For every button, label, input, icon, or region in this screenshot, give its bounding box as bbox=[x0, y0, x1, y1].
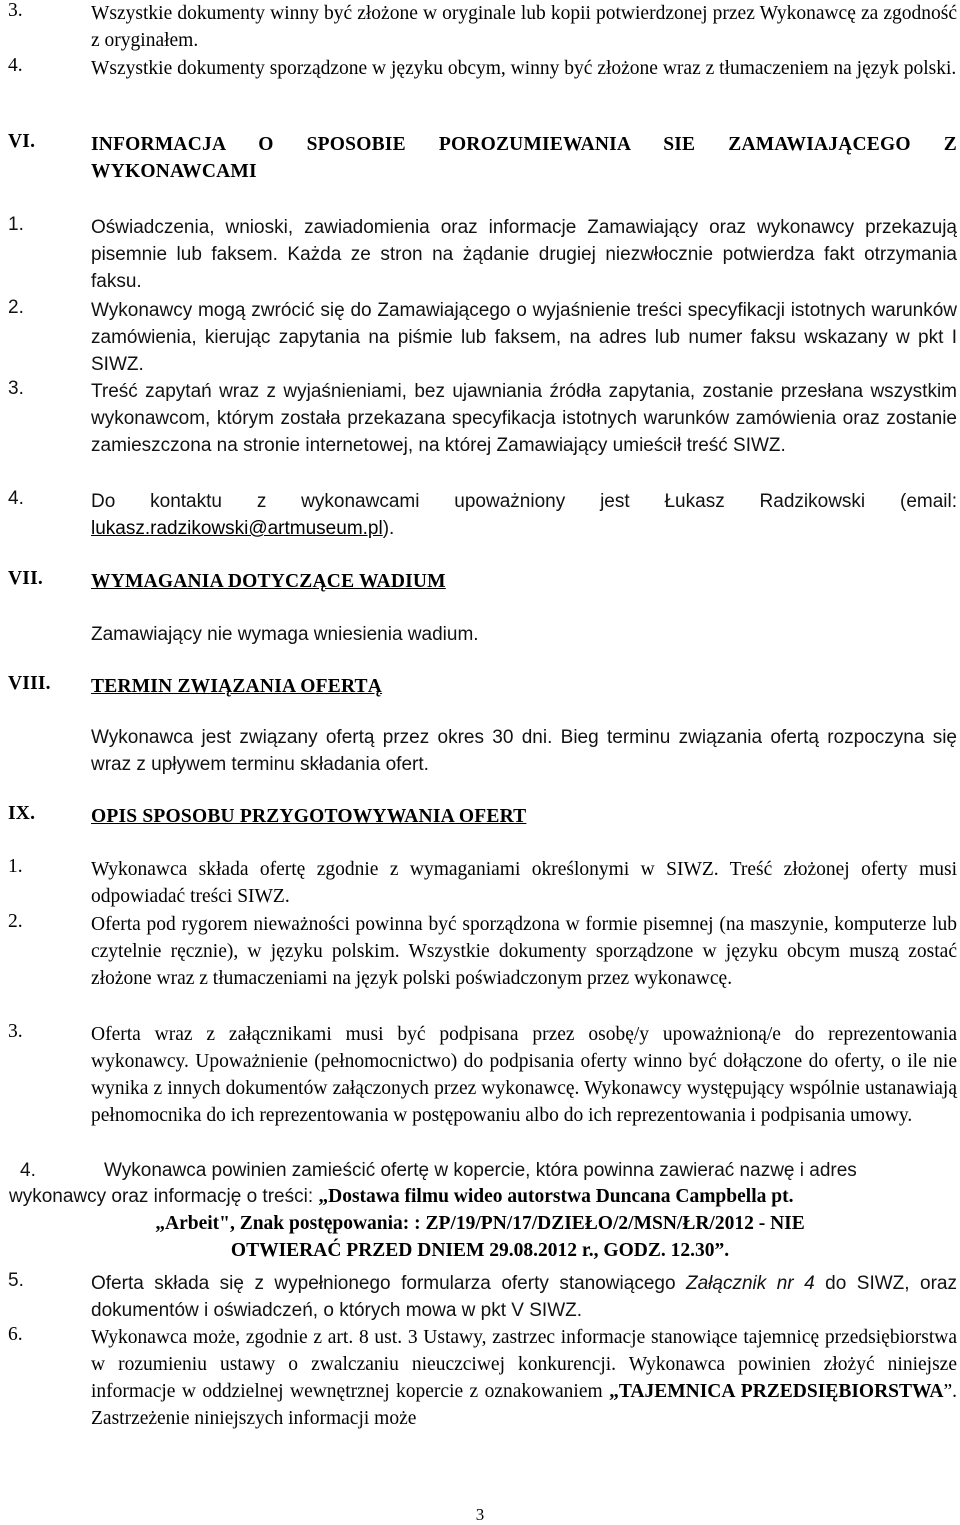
item-text: Wykonawca składa ofertę zgodnie z wymaganiami określonymi w SIWZ. Treść złożonej oferty musi odpowiadać treści SIWZ. bbox=[91, 859, 957, 907]
paragraph: Zamawiający nie wymaga wniesienia wadium. bbox=[91, 624, 479, 645]
page-number: 3 bbox=[475, 1505, 485, 1524]
item-number: 3. bbox=[8, 1021, 23, 1042]
item-text-line: Wykonawca powinien zamieścić ofertę w kopercie, która powinna zawierać nazwę i adres bbox=[104, 1160, 857, 1181]
item-text bbox=[91, 1270, 957, 1324]
item-text-part: do SIWZ, oraz dokumentów i oświadczeń, o których mowa w pkt V SIWZ. bbox=[91, 1273, 957, 1321]
item-number: 4. bbox=[20, 1160, 36, 1181]
email-link[interactable]: lukasz.radzikowski@artmuseum.pl bbox=[91, 518, 383, 539]
item-number: 2. bbox=[8, 297, 24, 318]
item-text-bold: „TAJEMNICA PRZEDSIĘBIORSTWA bbox=[609, 1381, 944, 1402]
section-title: INFORMACJA O SPOSOBIE POROZUMIEWANIA SIE ZAMAWIAJĄCEGO Z WYKONAWCAMI bbox=[91, 134, 957, 182]
item-text: Wykonawcy mogą zwrócić się do Zamawiającego o wyjaśnienie treści specyfikacji istotnych warunków zamówienia, kierując zapytania na piśmie lub faksem, na adres lub numer faksu wskazany w pkt I SIWZ. bbox=[91, 300, 957, 375]
list-item bbox=[0, 0, 960, 56]
item-number: 4. bbox=[8, 488, 24, 509]
item-text: Treść zapytań wraz z wyjaśnieniami, bez ujawniania źródła zapytania, zostanie przesłana wszystkim wykonawcom, którym została przekazana specyfikacja istotnych warunków zamówienia oraz zostanie zamieszczona na stronie internetowej, na której Zamawiający umieścił treść SIWZ. bbox=[91, 381, 957, 456]
paragraph: Wykonawca jest związany ofertą przez okres 30 dni. Bieg terminu związania ofertą rozpoczyna się wraz z upływem terminu składania ofert. bbox=[91, 727, 957, 775]
section-title: TERMIN ZWIĄZANIA OFERTĄ bbox=[91, 676, 383, 697]
item-number: 5. bbox=[8, 1270, 24, 1291]
item-text-italic: Załącznik nr 4 bbox=[686, 1273, 815, 1294]
section-title: WYMAGANIA DOTYCZĄCE WADIUM bbox=[91, 571, 446, 592]
section-title: OPIS SPOSOBU PRZYGOTOWYWANIA OFERT bbox=[91, 806, 527, 827]
item-text-line bbox=[9, 1186, 793, 1208]
list-item bbox=[0, 55, 960, 111]
item-number: 1. bbox=[8, 856, 23, 877]
item-text-part: Oferta składa się z wypełnionego formularza oferty stanowiącego bbox=[91, 1273, 686, 1294]
item-text: Oferta wraz z załącznikami musi być podpisana przez osobę/y upoważnioną/e do reprezentowania wykonawcy. Upoważnienie (pełnomocnictwo) do podpisania oferty winno być dołączone do oferty, o ile nie wynika z innych dokumentów załączonych przez wykonawcę. Wykonawcy występujący wspólnie ustanawiają pełnomocnika do ich reprezentowania w postępowaniu albo do ich reprezentowania i podpisania umowy. bbox=[91, 1024, 957, 1126]
item-text-bold: „Dostawa filmu wideo autorstwa Duncana Campbella pt. bbox=[318, 1186, 794, 1207]
section-number: VI. bbox=[8, 131, 36, 152]
item-number: 6. bbox=[8, 1324, 23, 1345]
item-number: 3. bbox=[8, 378, 24, 399]
item-text: Oferta pod rygorem nieważności powinna być sporządzona w formie pisemnej (na maszynie, komputerze lub czytelnie ręcznie), w języku polskim. Wszystkie dokumenty sporządzone w języku obcym muszą zostać złożone wraz z tłumaczeniami na język polski poświadczonym przez wykonawcę. bbox=[91, 914, 957, 989]
item-text-bold: OTWIERAĆ PRZED DNIEM 29.08.2012 r., GODZ. 12.30”. bbox=[230, 1240, 730, 1261]
section-number: VIII. bbox=[8, 673, 51, 694]
item-text bbox=[91, 1324, 957, 1432]
item-text-part: ). bbox=[382, 518, 395, 539]
item-number: 1. bbox=[8, 214, 24, 235]
item-text-part: wykonawcy oraz informację o treści: bbox=[9, 1186, 319, 1207]
section-number: VII. bbox=[8, 568, 43, 589]
item-text: Wszystkie dokumenty sporządzone w języku obcym, winny być złożone wraz z tłumaczeniem na język polski. bbox=[91, 58, 957, 79]
item-text-part: Wykonawca może, zgodnie z art. 8 ust. 3 Ustawy, zastrzec informacje stanowiące tajemnicę przedsiębiorstwa w rozumieniu ustawy o zwalczaniu nieuczciwej konkurencji. Wykonawca powinien złożyć niniejsze informacje w oddzielnej wewnętrznej kopercie z oznakowaniem bbox=[91, 1327, 957, 1402]
item-text-part: ”. Zastrzeżenie niniejszych informacji może bbox=[91, 1381, 957, 1429]
item-text: Wszystkie dokumenty winny być złożone w oryginale lub kopii potwierdzonej przez Wykonawcę za zgodność z oryginałem. bbox=[91, 3, 957, 51]
item-text bbox=[91, 488, 957, 542]
item-number: 2. bbox=[8, 911, 23, 932]
item-number: 3. bbox=[8, 0, 23, 21]
item-number: 4. bbox=[8, 55, 23, 76]
section-number: IX. bbox=[8, 803, 36, 824]
item-text-part: Do kontaktu z wykonawcami upoważniony jest Łukasz Radzikowski (email: bbox=[91, 491, 957, 512]
item-text-bold: „Arbeit", Znak postępowania: : ZP/19/PN/17/DZIEŁO/2/MSN/ŁR/2012 - NIE bbox=[155, 1213, 805, 1234]
item-text: Oświadczenia, wnioski, zawiadomienia oraz informacje Zamawiający oraz wykonawcy przekazują pisemnie lub faksem. Każda ze stron na żądanie drugiej niezwłocznie potwierdza fakt otrzymania faksu. bbox=[91, 217, 957, 292]
